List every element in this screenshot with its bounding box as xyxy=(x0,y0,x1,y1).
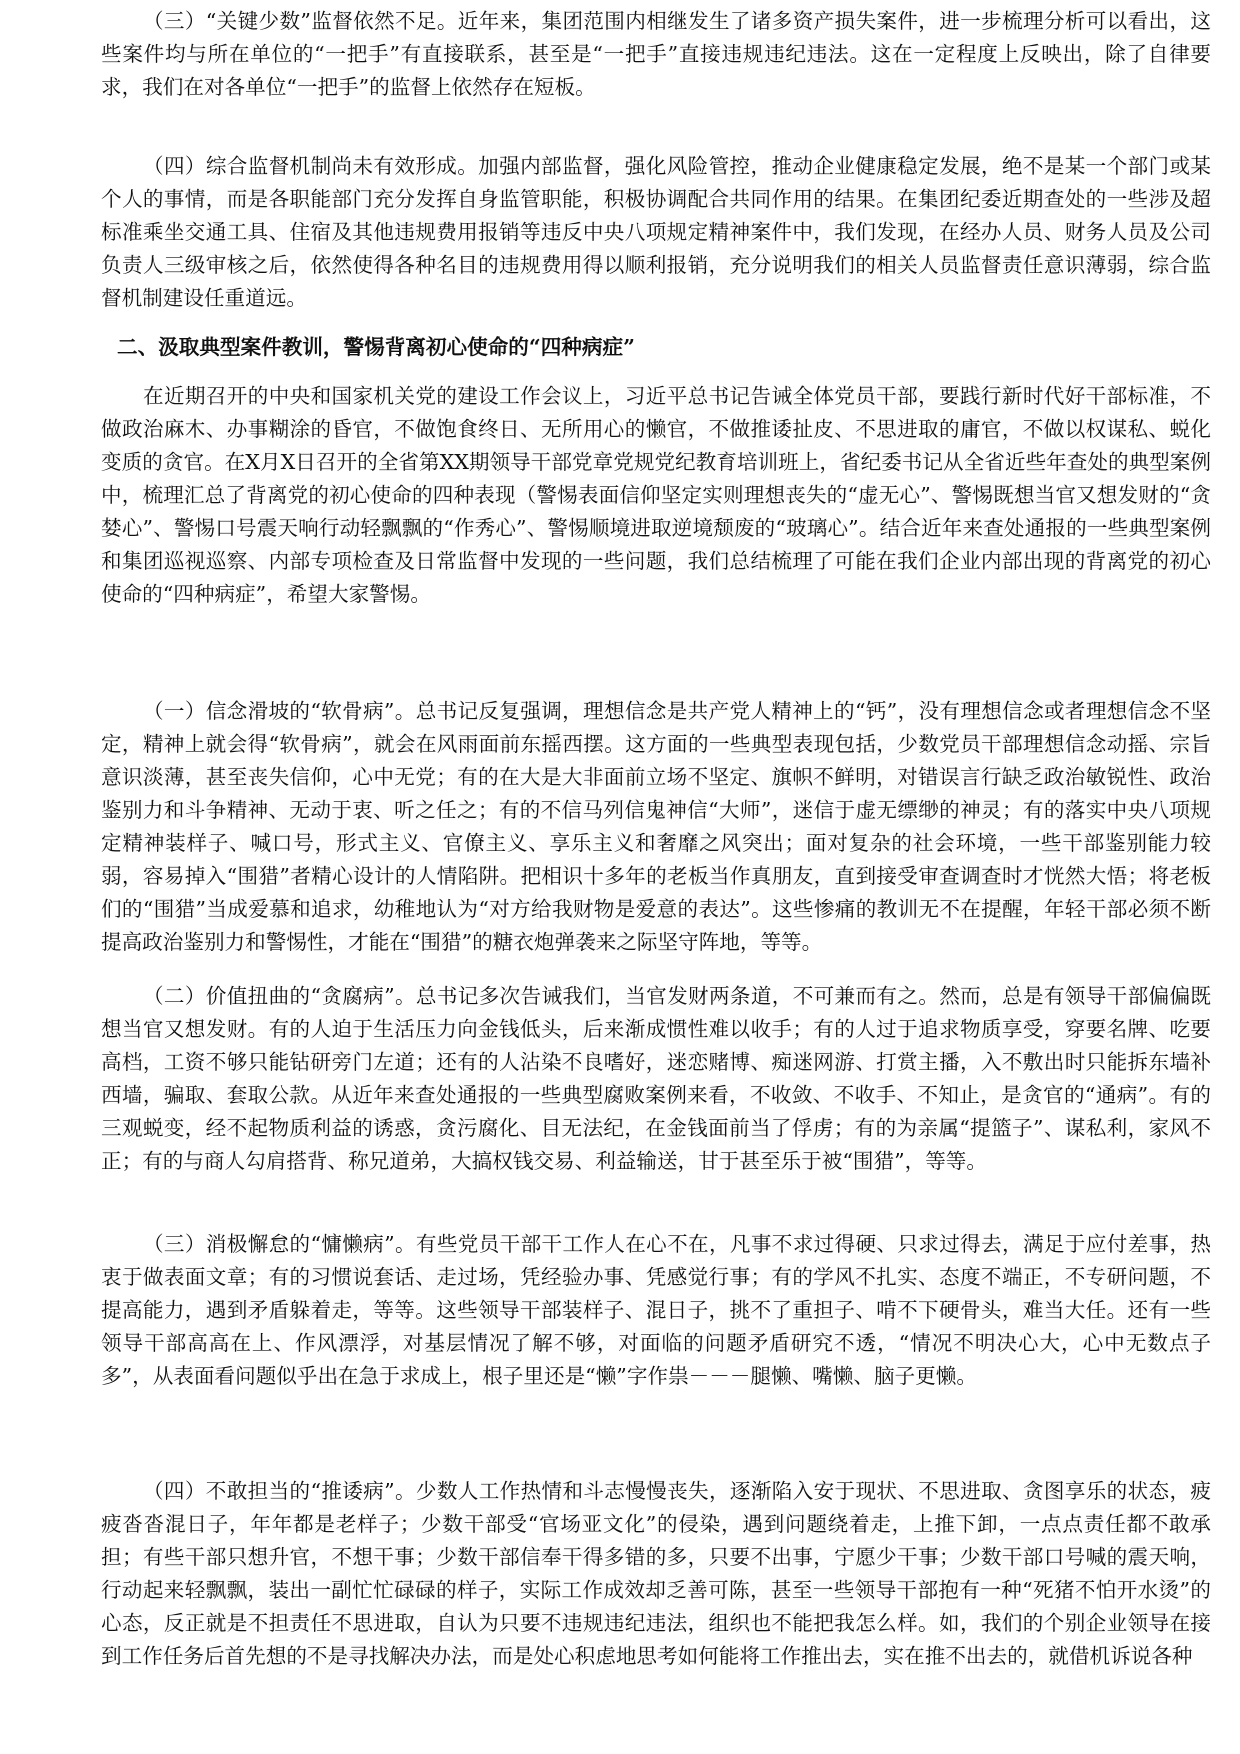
paragraph-laziness-disease: （三）消极懈怠的“慵懒病”。有些党员干部干工作人在心不在，凡事不求过得硬、只求过得去，满足于应付差事，热衷于做表面文章；有的习惯说套话、走过场，凭经验办事、凭感觉行事；有的学风不扎实、态度不端正，不专研问题，不提高能力，遇到矛盾躲着走，等等。这些领导干部装样子、混日子，挑不了重担子、啃不下硬骨头，难当大任。还有一些领导干部高高在上、作风漂浮，对基层情况了解不够，对面临的问题矛盾研究不透，“情况不明决心大，心中无数点子多”，从表面看问题似乎出在急于求成上，根子里还是“懒”字作祟－－－腿懒、嘴懒、脑子更懒。 xyxy=(101,1232,1211,1388)
paragraph-key-minority-supervision: （三）“关键少数”监督依然不足。近年来，集团范围内相继发生了诸多资产损失案件，进一步梳理分析可以看出，这些案件均与所在单位的“一把手”有直接联系，甚至是“一把手”直接违规违纪违法。这在一定程度上反映出，除了自律要求，我们在对各单位“一把手”的监督上依然存在短板。 xyxy=(101,9,1211,99)
paragraph-shirking-disease: （四）不敢担当的“推诿病”。少数人工作热情和斗志慢慢丧失，逐渐陷入安于现状、不思进取、贪图享乐的状态，疲疲沓沓混日子，年年都是老样子；少数干部受“官场亚文化”的侵染，遇到问题绕着走，上推下卸，一点点责任都不敢承担；有些干部只想升官，不想干事；少数干部信奉干得多错的多，只要不出事，宁愿少干事；少数干部口号喊的震天响，行动起来轻飘飘，装出一副忙忙碌碌的样子，实际工作成效却乏善可陈，甚至一些领导干部抱有一种“死猪不怕开水烫”的心态，反正就是不担责任不思进取，自认为只要不违规违纪违法，组织也不能把我怎么样。如，我们的个别企业领导在接到工作任务后首先想的不是寻找解决办法，而是处心积虑地思考如何能将工作推出去，实在推不出去的，就借机诉说各种 xyxy=(101,1479,1211,1668)
paragraph-section-intro: 在近期召开的中央和国家机关党的建设工作会议上，习近平总书记告诫全体党员干部，要践行新时代好干部标准，不做政治麻木、办事糊涂的昏官，不做饱食终日、无所用心的懒官，不做推诿扯皮、不思进取的庸官，不做以权谋私、蜕化变质的贪官。在X月X日召开的全省第XX期领导干部党章党规党纪教育培训班上，省纪委书记从全省近些年查处的典型案例中，梳理汇总了背离党的初心使命的四种表现（警惕表面信仰坚定实则理想丧失的“虚无心”、警惕既想当官又想发财的“贪婪心”、警惕口号震天响行动轻飘飘的“作秀心”、警惕顺境进取逆境颓废的“玻璃心”。结合近年来查处通报的一些典型案例和集团巡视巡察、内部专项检查及日常监督中发现的一些问题，我们总结梳理了可能在我们企业内部出现的背离党的初心使命的“四种病症”，希望大家警惕。 xyxy=(101,384,1211,606)
section-heading-four-diseases: 二、汲取典型案件教训，警惕背离初心使命的“四种病症” xyxy=(117,335,635,359)
paragraph-comprehensive-supervision: （四）综合监督机制尚未有效形成。加强内部监督，强化风险管控，推动企业健康稳定发展，绝不是某一个部门或某个人的事情，而是各职能部门充分发挥自身监管职能，积极协调配合共同作用的结果。在集团纪委近期查处的一些涉及超标准乘坐交通工具、住宿及其他违规费用报销等违反中央八项规定精神案件中，我们发现，在经办人员、财务人员及公司负责人三级审核之后，依然使得各种名目的违规费用得以顺利报销，充分说明我们的相关人员监督责任意识薄弱，综合监督机制建设任重道远。 xyxy=(101,154,1211,310)
paragraph-corruption-disease: （二）价值扭曲的“贪腐病”。总书记多次告诫我们，当官发财两条道，不可兼而有之。然而，总是有领导干部偏偏既想当官又想发财。有的人迫于生活压力向金钱低头，后来渐成惯性难以收手；有的人过于追求物质享受，穿要名牌、吃要高档，工资不够只能钻研旁门左道；还有的人沾染不良嗜好，迷恋赌博、痴迷网游、打赏主播，入不敷出时只能拆东墙补西墙，骗取、套取公款。从近年来查处通报的一些典型腐败案例来看，不收敛、不收手、不知止，是贪官的“通病”。有的三观蜕变，经不起物质利益的诱惑，贪污腐化、目无法纪，在金钱面前当了俘虏；有的为亲属“提篮子”、谋私利，家风不正；有的与商人勾肩搭背、称兄道弟，大搞权钱交易、利益输送，甘于甚至乐于被“围猎”，等等。 xyxy=(101,984,1211,1173)
paragraph-soft-bone-disease: （一）信念滑坡的“软骨病”。总书记反复强调，理想信念是共产党人精神上的“钙”，没有理想信念或者理想信念不坚定，精神上就会得“软骨病”，就会在风雨面前东摇西摆。这方面的一些典型表现包括，少数党员干部理想信念动摇、宗旨意识淡薄，甚至丧失信仰，心中无党；有的在大是大非面前立场不坚定、旗帜不鲜明，对错误言行缺乏政治敏锐性、政治鉴别力和斗争精神、无动于衷、听之任之；有的不信马列信鬼神信“大师”，迷信于虚无缥缈的神灵；有的落实中央八项规定精神装样子、喊口号，形式主义、官僚主义、享乐主义和奢靡之风突出；面对复杂的社会环境，一些干部鉴别能力较弱，容易掉入“围猎”者精心设计的人情陷阱。把相识十多年的老板当作真朋友，直到接受审查调查时才恍然大悟；将老板们的“围猎”当成爱慕和追求，幼稚地认为“对方给我财物是爱意的表达”。这些惨痛的教训无不在提醒，年轻干部必须不断提高政治鉴别力和警惕性，才能在“围猎”的糖衣炮弹袭来之际坚守阵地，等等。 xyxy=(101,699,1211,954)
